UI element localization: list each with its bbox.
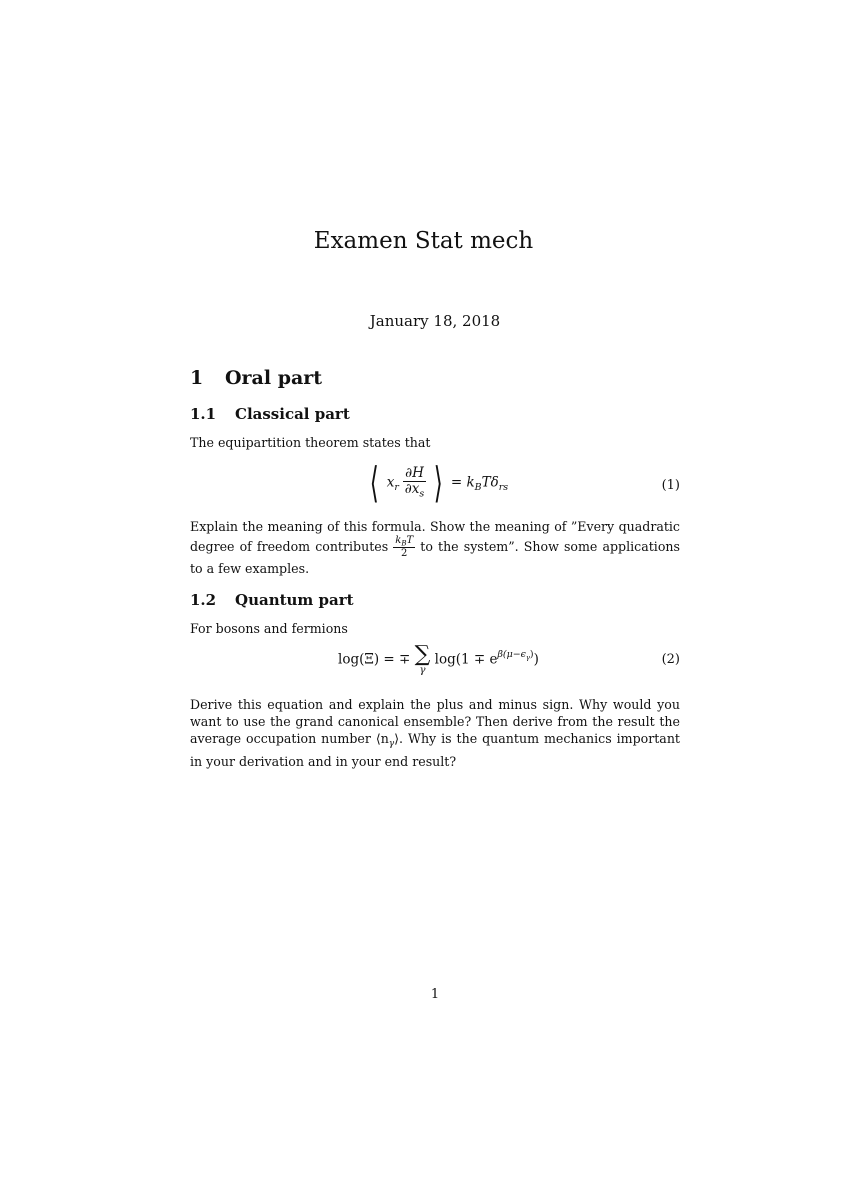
subsection-number: 1.2 (190, 591, 217, 609)
equation-number-1: (1) (661, 478, 680, 493)
eq1-fraction (403, 466, 426, 501)
eq1-delta-sub: rs (498, 481, 509, 493)
eq1-denominator: ∂x (404, 481, 420, 498)
eq1-den-sub: s (419, 488, 425, 500)
eq1-k-sub: B (474, 481, 482, 493)
eq1-rhs: = k (450, 474, 475, 491)
eq1-numerator: ∂H (405, 464, 424, 481)
classical-question-part-a: Explain the meaning of this formula. Show the meaning of ”Every quadratic degree of freedom contributes (190, 519, 680, 554)
section-title: Oral part (225, 367, 323, 389)
subsection-heading-quantum (190, 591, 354, 609)
document-title: Examen Stat mech (313, 228, 534, 254)
quantum-intro: For bosons and fermions (190, 621, 348, 636)
eq1-x-sub: r (394, 481, 399, 493)
quantum-question (190, 696, 680, 770)
classical-question-part-b: to the system”. Show some applications to a few examples. (190, 539, 680, 576)
eq2-exponent: β(μ−ϵ (497, 648, 526, 660)
eq1-x: x (386, 474, 395, 491)
kbt-over-2-fraction: $\frac{k_BT}{2}$ (395, 535, 414, 560)
subsection-heading-classical (190, 405, 350, 423)
document-date: January 18, 2018 (369, 312, 501, 330)
eq1-t-delta: Tδ (481, 474, 499, 491)
right-angle-bracket: ⟩ (433, 458, 443, 507)
equation-equipartition (366, 458, 509, 507)
eq2-lhs: log(Ξ) = ∓ (338, 651, 411, 668)
section-heading-oral-part (190, 367, 322, 389)
quantum-question-part-b: Why is the quantum mechanics important in your derivation and in your end result? (190, 731, 680, 770)
quantum-question-part-a: Derive this equation and explain the plus and minus sign. Why would you want to use the grand canonical ensemble? Then derive from the result the average occupation number (190, 697, 680, 746)
page-number: 1 (430, 987, 440, 1002)
eq2-sum: ∑ γ (414, 642, 431, 676)
classical-question (190, 518, 680, 577)
section-number: 1 (190, 367, 204, 389)
eq2-term: log(1 ∓ e (434, 651, 498, 668)
occupation-number: $⟨n_\gamma⟩$. (375, 731, 404, 750)
subsection-title: Classical part (235, 405, 350, 423)
classical-intro: The equipartition theorem states that (190, 435, 431, 450)
equation-grand-potential: log(Ξ) = ∓ ∑ γ $\log(1 \mp e^{\beta(\mu-\epsilon_\gamma)})$ (338, 642, 539, 676)
subsection-title: Quantum part (235, 591, 354, 609)
eq2-close: ) (533, 651, 539, 668)
equation-number-2: (2) (661, 652, 680, 667)
subsection-number: 1.1 (190, 405, 217, 423)
left-angle-bracket: ⟨ (369, 458, 379, 507)
